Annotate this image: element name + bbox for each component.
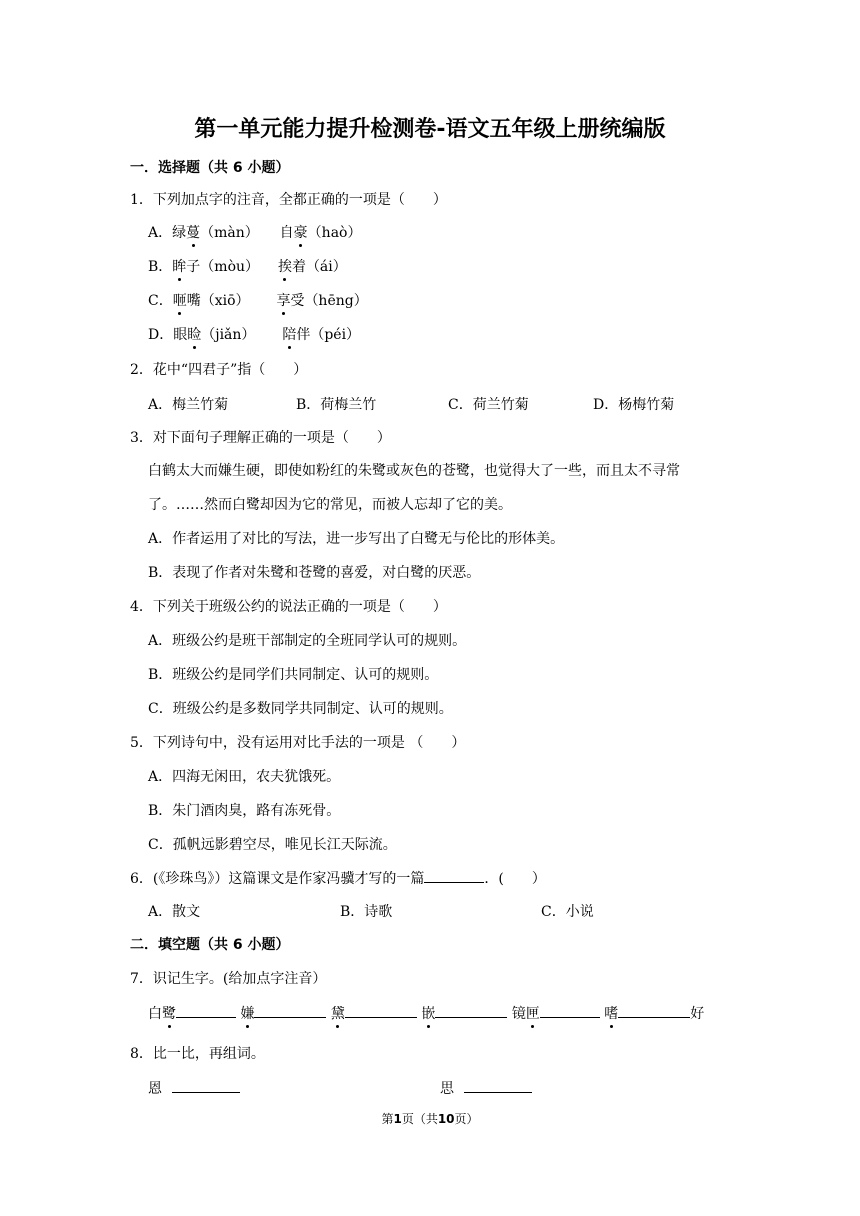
- q7-item: [604, 1006, 618, 1022]
- compare-char: 思: [440, 1081, 454, 1097]
- option-text: B．: [148, 259, 173, 275]
- pinyin: （péi）: [310, 327, 361, 343]
- dotted-char: 眸: [172, 259, 187, 275]
- dotted-char: 享: [276, 293, 291, 309]
- answer-blank[interactable]: [464, 1078, 532, 1093]
- question-3-option-b: B．表现了作者对朱鹭和苍鹭的喜爱，对白鹭的厌恶。: [148, 565, 481, 581]
- question-5-option-c: C．孤帆远影碧空尽，唯见长江天际流。: [148, 837, 397, 853]
- question-6-option-c: C．小说: [541, 904, 594, 920]
- answer-blank[interactable]: [618, 1003, 690, 1018]
- question-2-option-d: D．杨梅竹菊: [593, 397, 675, 413]
- dotted-char: 嫌: [240, 1006, 255, 1022]
- dotted-char: 鹭: [162, 1006, 176, 1022]
- pinyin: （jiǎn）: [201, 327, 256, 343]
- option-text: 嘴: [186, 293, 201, 309]
- question-3-option-a: A．作者运用了对比的写法，进一步写出了白鹭无与伦比的形体美。: [148, 531, 565, 547]
- question-3-passage-line-1: 白鹤太大而嫌生硬，即使如粉红的朱鹭或灰色的苍鹭，也觉得大了一些，而且太不寻常: [148, 463, 680, 479]
- question-7-stem: 7．识记生字。(给加点字注音）: [130, 971, 327, 987]
- dotted-char: 嵌: [421, 1006, 436, 1022]
- answer-blank[interactable]: [345, 1003, 417, 1018]
- option-text: 受: [290, 293, 305, 309]
- footer-text: 第: [381, 1112, 394, 1126]
- option-text: 伴: [296, 327, 311, 343]
- section-heading-choice: 一．选择题（共 6 小题）: [130, 160, 290, 176]
- question-4-option-a: A．班级公约是班干部制定的全班同学认可的规则。: [148, 633, 467, 649]
- option-text: C．: [148, 293, 173, 309]
- question-1-option-b: [148, 257, 347, 277]
- answer-blank[interactable]: [424, 868, 484, 883]
- dotted-char: 陪: [282, 327, 297, 343]
- page-title: 第一单元能力提升检测卷-语文五年级上册统编版: [194, 117, 666, 142]
- pinyin: （hēng）: [304, 293, 368, 309]
- question-2-stem: 2．花中“四君子”指（ ）: [130, 362, 308, 378]
- question-1-stem: 1．下列加点字的注音，全都正确的一项是（ ）: [130, 192, 447, 208]
- question-5-option-a: A．四海无闲田，农夫犹饿死。: [148, 769, 341, 785]
- pinyin: （màn）: [200, 225, 259, 241]
- page-footer: [0, 1110, 860, 1127]
- char: 镜: [511, 1006, 526, 1022]
- question-5-option-b: B．朱门酒肉臭，路有冻死骨。: [148, 803, 341, 819]
- compare-char: 恩: [148, 1081, 162, 1097]
- question-6-stem-text: 6．(《珍珠鸟》）这篇课文是作家冯骥才写的一篇: [130, 871, 425, 887]
- question-6-option-b: B．诗歌: [340, 904, 393, 920]
- page-total: 10: [437, 1112, 455, 1126]
- question-2-option-b: B．荷梅兰竹: [296, 397, 377, 413]
- q7-item: [331, 1006, 345, 1022]
- question-1-option-d: [148, 325, 360, 345]
- q7-item: [240, 1006, 254, 1022]
- question-6-stem-tail: ．( ）: [484, 871, 546, 887]
- q7-tail: 好: [690, 1006, 705, 1022]
- dotted-char: 嗜: [604, 1006, 619, 1022]
- dotted-char: 咂: [172, 293, 187, 309]
- footer-text: 页（共: [401, 1112, 438, 1126]
- option-text: 子: [186, 259, 201, 275]
- question-1-option-c: [148, 291, 368, 311]
- pinyin: （ái）: [305, 259, 347, 275]
- question-3-stem: 3．对下面句子理解正确的一项是（ ）: [130, 430, 391, 446]
- char: 白: [148, 1006, 162, 1022]
- dotted-char: 挨: [277, 259, 292, 275]
- question-8-left: [148, 1078, 240, 1099]
- dotted-char: 睑: [187, 327, 202, 343]
- option-text: 自: [279, 225, 294, 241]
- question-6-stem: [130, 868, 546, 889]
- page-number: 1: [393, 1112, 402, 1126]
- answer-blank[interactable]: [435, 1003, 507, 1018]
- question-4-option-c: C．班级公约是多数同学共同制定、认可的规则。: [148, 701, 453, 717]
- pinyin: （haò）: [307, 225, 362, 241]
- option-text: A．绿: [148, 225, 187, 241]
- footer-text: 页）: [454, 1112, 479, 1126]
- question-2-option-c: C．荷兰竹菊: [448, 397, 529, 413]
- question-5-stem: 5．下列诗句中，没有运用对比手法的一项是 （ ）: [130, 735, 466, 751]
- answer-blank[interactable]: [172, 1078, 240, 1093]
- question-2-option-a: A．梅兰竹菊: [148, 397, 229, 413]
- q7-item: [512, 1006, 540, 1022]
- question-8-stem: 8．比一比，再组词。: [130, 1046, 265, 1062]
- question-6-option-a: A．散文: [148, 904, 201, 920]
- section-heading-fill: 二．填空题（共 6 小题）: [130, 937, 290, 953]
- dotted-char: 蔓: [186, 225, 201, 241]
- dotted-char: 黛: [330, 1006, 345, 1022]
- answer-blank[interactable]: [540, 1003, 600, 1018]
- q7-item: [421, 1006, 435, 1022]
- dotted-char: 匣: [525, 1006, 540, 1022]
- question-3-passage-line-2: 了。……然而白鹭却因为它的常见，而被人忘却了它的美。: [148, 497, 512, 513]
- option-text: D．眼: [148, 327, 188, 343]
- pinyin: （xiō）: [200, 293, 250, 309]
- question-4-stem: 4．下列关于班级公约的说法正确的一项是（ ）: [130, 599, 447, 615]
- question-4-option-b: B．班级公约是同学们共同制定、认可的规则。: [148, 667, 439, 683]
- dotted-char: 豪: [293, 225, 308, 241]
- q7-item: [148, 1006, 176, 1022]
- answer-blank[interactable]: [254, 1003, 326, 1018]
- question-1-option-a: [148, 223, 361, 243]
- answer-blank[interactable]: [176, 1003, 236, 1018]
- question-8-right: [440, 1078, 532, 1099]
- question-7-items: [148, 1003, 704, 1024]
- pinyin: （mòu）: [200, 259, 260, 275]
- option-text: 着: [291, 259, 306, 275]
